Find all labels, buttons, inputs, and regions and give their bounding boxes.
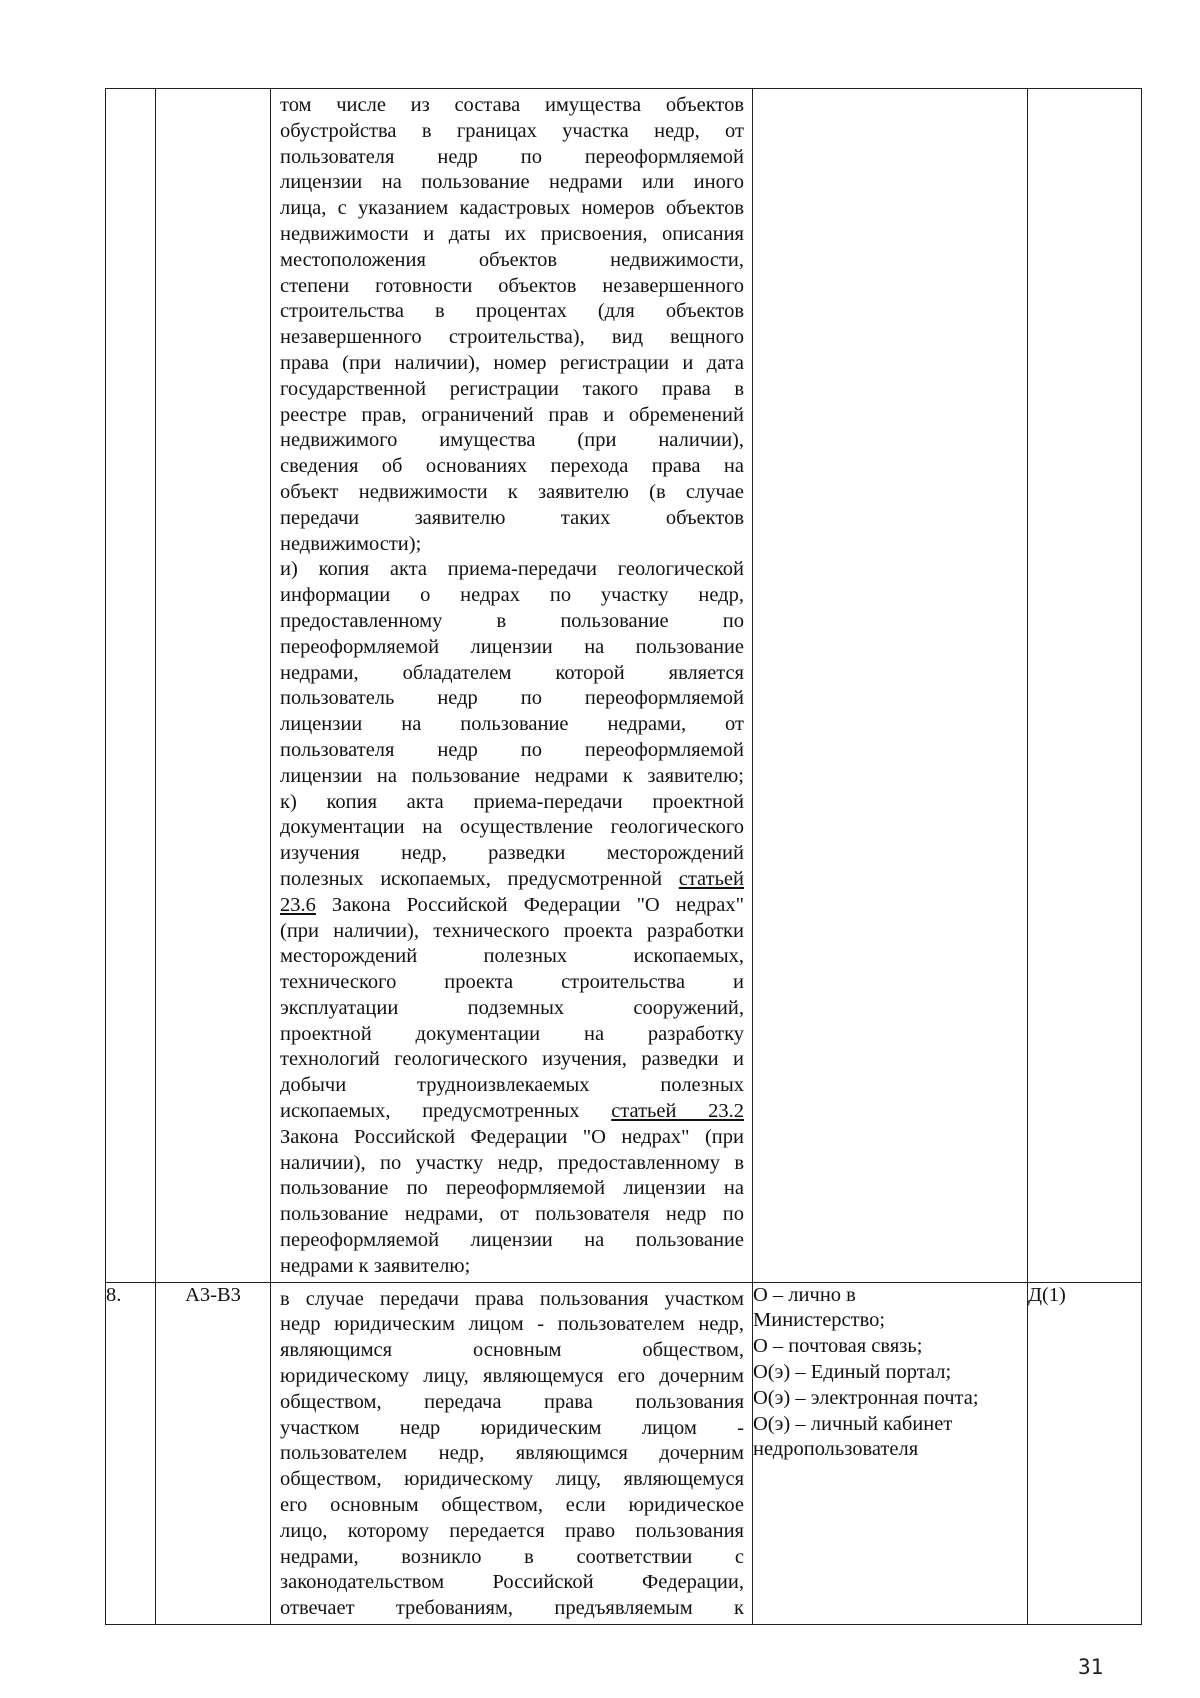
submission-method-cell <box>753 89 1028 1283</box>
table-row <box>106 89 1142 1283</box>
law-article-link[interactable]: статьей <box>678 867 745 890</box>
document-description-cell <box>271 89 753 1283</box>
page-number: 31 <box>1078 1655 1104 1679</box>
submission-method: О(э) – личный кабинет <box>753 1412 953 1435</box>
law-article-link[interactable]: статьей 23.2 <box>611 1100 744 1123</box>
row-code-cell: А3-В3 <box>156 1282 271 1624</box>
submission-method: недропользователя <box>753 1438 919 1461</box>
submission-method: О(э) – Единый портал; <box>753 1361 952 1384</box>
document-description-text: в случае передачи права пользования участком недр юридическим лицом - пользователем недр, являющимся основным обществом, юридическому лицу, являющемуся его дочерним обществом, передача права пользования участком недр юридическим лицом - пользователем недр, являющимся дочерним обществом, юридическому лицу, являющемуся его основным обществом, если юридическое лицо, которому передается право пользования недрами, возникло в соответствии с законодательством Российской Федерации, отвечает требованиям, предъявляемым к <box>280 1287 744 1620</box>
category-cell: Д(1) <box>1028 1282 1142 1624</box>
submission-method: Министерство; <box>753 1309 886 1332</box>
law-article-link[interactable]: 23.6 <box>280 893 316 916</box>
submission-method-cell <box>753 1282 1028 1624</box>
submission-method: О – лично в <box>753 1283 856 1306</box>
document-description-cell <box>271 1282 753 1624</box>
row-number-cell: 8. <box>106 1282 156 1624</box>
document-description-text: том числе из состава имущества объектов обустройства в границах участка недр, от пользователя недр по переоформляемой лицензии на пользование недрами или иного лица, с указанием кадастровых номеров объектов недвижимости и даты их присвоения, описания местоположения объектов недвижимости, степени готовности объектов незавершенного строительства в процентах (для объектов незавершенного строительства), вид вещного права (при наличии), номер регистрации и дата государственной регистрации такого права в реестре прав, ограничений прав и обременений недвижимого имущества (при наличии), сведения об основаниях перехода права на объект недвижимости к заявителю (в случае передачи заявителю таких объектов недвижимости); и) копия акта приема-передачи геологической информации о недрах по участку недр, предоставленному в пользование по переоформляемой лицензии на пользование недрами, обладателем которой является пользователь недр по переоформляемой лицензии на пользование недрами, от пользователя недр по переоформляемой лицензии на пользование недрами к заявителю; к) копия акта приема-передачи проектной документации на осуществление геологического изучения недр, разведки месторождений полезных ископаемых, предусмотренной статьей 23.6 Закона Российской Федерации "О недрах" (при наличии), технического проекта разработки месторождений полезных ископаемых, технического проекта строительства и эксплуатации подземных сооружений, проектной документации на разработку технологий геологического изучения, разведки и добычи трудноизвлекаемых полезных ископаемых, предусмотренных статьей 23.2 Закона Российской Федерации "О недрах" (при наличии), по участку недр, предоставленному в пользование по переоформляемой лицензии на пользование недрами, от пользователя недр по переоформляемой лицензии на пользование недрами к заявителю; <box>280 94 745 1277</box>
row-number-cell <box>106 89 156 1283</box>
row-code-cell <box>156 89 271 1283</box>
requirements-table <box>105 88 1142 1625</box>
category-cell <box>1028 89 1142 1283</box>
submission-method: О(э) – электронная почта; <box>753 1386 979 1409</box>
submission-method: О – почтовая связь; <box>753 1335 923 1358</box>
table-row <box>106 1282 1142 1624</box>
